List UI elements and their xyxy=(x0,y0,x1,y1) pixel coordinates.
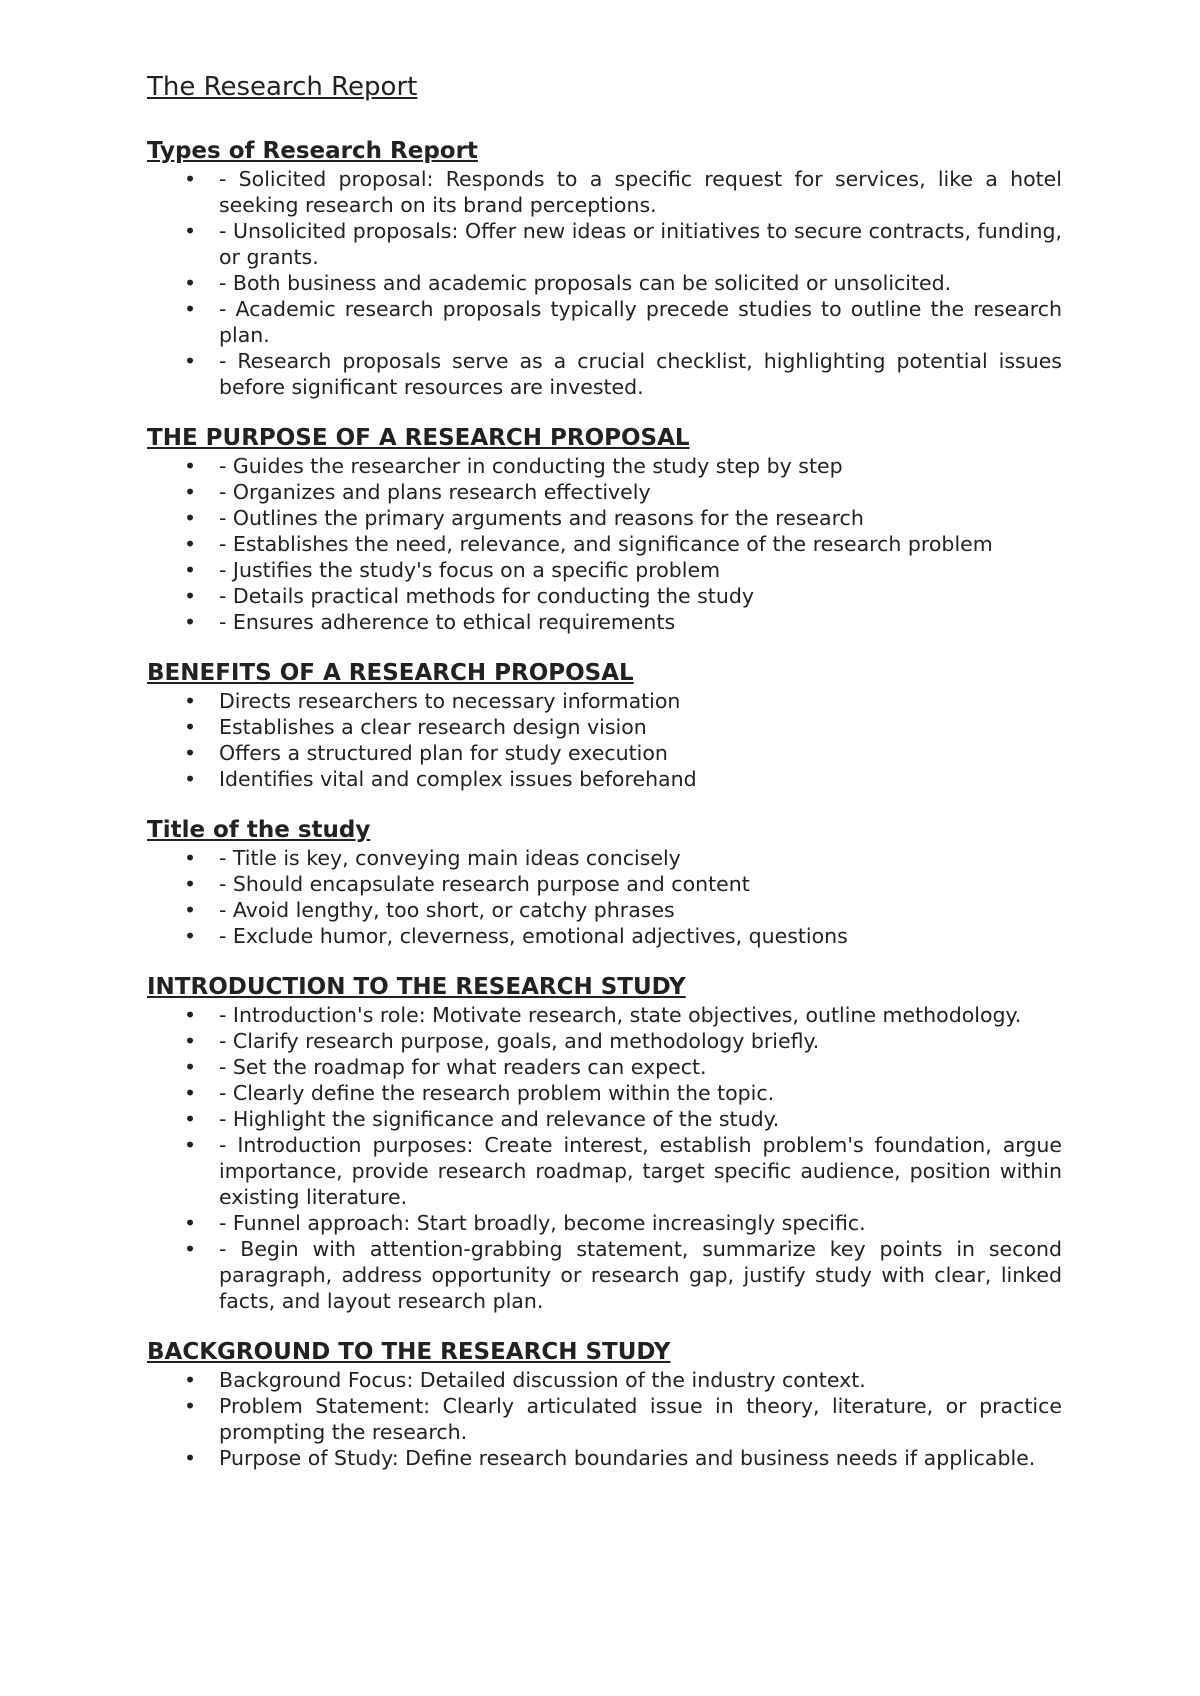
list-item: • - Unsolicited proposals: Offer new ideas or initiatives to secure contracts, funding, or grants. xyxy=(147,218,1062,270)
bullet-list xyxy=(147,1002,1062,1314)
list-item: • - Organizes and plans research effectively xyxy=(147,479,1062,505)
list-item: • - Academic research proposals typically precede studies to outline the research plan. xyxy=(147,296,1062,348)
list-item: • - Highlight the significance and relevance of the study. xyxy=(147,1106,1062,1132)
list-item: • Identifies vital and complex issues beforehand xyxy=(147,766,1062,792)
section-heading: Types of Research Report xyxy=(147,138,478,164)
bullet-list xyxy=(147,845,1062,949)
list-item: • - Establishes the need, relevance, and significance of the research problem xyxy=(147,531,1062,557)
section-heading: BACKGROUND TO THE RESEARCH STUDY xyxy=(147,1339,671,1365)
section-heading: INTRODUCTION TO THE RESEARCH STUDY xyxy=(147,974,686,1000)
section-heading: Title of the study xyxy=(147,817,371,843)
list-item: • Directs researchers to necessary information xyxy=(147,688,1062,714)
list-item: • - Guides the researcher in conducting the study step by step xyxy=(147,453,1062,479)
list-item: • - Begin with attention-grabbing statement, summarize key points in second paragraph, address opportunity or research gap, justify study with clear, linked facts, and layout research plan. xyxy=(147,1236,1062,1314)
section-heading: THE PURPOSE OF A RESEARCH PROPOSAL xyxy=(147,425,690,451)
list-item: • - Title is key, conveying main ideas concisely xyxy=(147,845,1062,871)
list-item: • Offers a structured plan for study execution xyxy=(147,740,1062,766)
section-heading: BENEFITS OF A RESEARCH PROPOSAL xyxy=(147,660,634,686)
bullet-list xyxy=(147,688,1062,792)
list-item: • - Details practical methods for conducting the study xyxy=(147,583,1062,609)
list-item: • - Exclude humor, cleverness, emotional adjectives, questions xyxy=(147,923,1062,949)
list-item: • - Avoid lengthy, too short, or catchy phrases xyxy=(147,897,1062,923)
list-item: • - Both business and academic proposals can be solicited or unsolicited. xyxy=(147,270,1062,296)
list-item: • - Clarify research purpose, goals, and methodology briefly. xyxy=(147,1028,1062,1054)
list-item: • - Research proposals serve as a crucial checklist, highlighting potential issues before significant resources are invested. xyxy=(147,348,1062,400)
list-item: • - Funnel approach: Start broadly, become increasingly specific. xyxy=(147,1210,1062,1236)
sections-container xyxy=(147,136,1062,1471)
list-item: • - Ensures adherence to ethical requirements xyxy=(147,609,1062,635)
list-item: • - Justifies the study's focus on a specific problem xyxy=(147,557,1062,583)
list-item: • Background Focus: Detailed discussion of the industry context. xyxy=(147,1367,1062,1393)
bullet-list xyxy=(147,453,1062,635)
bullet-list xyxy=(147,166,1062,400)
list-item: • - Should encapsulate research purpose and content xyxy=(147,871,1062,897)
bullet-list xyxy=(147,1367,1062,1471)
list-item: • - Clearly define the research problem within the topic. xyxy=(147,1080,1062,1106)
list-item: • - Outlines the primary arguments and reasons for the research xyxy=(147,505,1062,531)
list-item: • Purpose of Study: Define research boundaries and business needs if applicable. xyxy=(147,1445,1062,1471)
list-item: • - Set the roadmap for what readers can expect. xyxy=(147,1054,1062,1080)
list-item: • - Introduction's role: Motivate research, state objectives, outline methodology. xyxy=(147,1002,1062,1028)
document-title: The Research Report xyxy=(147,72,418,102)
document-page xyxy=(147,70,1062,1494)
list-item: • Establishes a clear research design vision xyxy=(147,714,1062,740)
list-item: • - Solicited proposal: Responds to a specific request for services, like a hotel seeking research on its brand perceptions. xyxy=(147,166,1062,218)
list-item: • Problem Statement: Clearly articulated issue in theory, literature, or practice prompting the research. xyxy=(147,1393,1062,1445)
list-item: • - Introduction purposes: Create interest, establish problem's foundation, argue importance, provide research roadmap, target specific audience, position within existing literature. xyxy=(147,1132,1062,1210)
